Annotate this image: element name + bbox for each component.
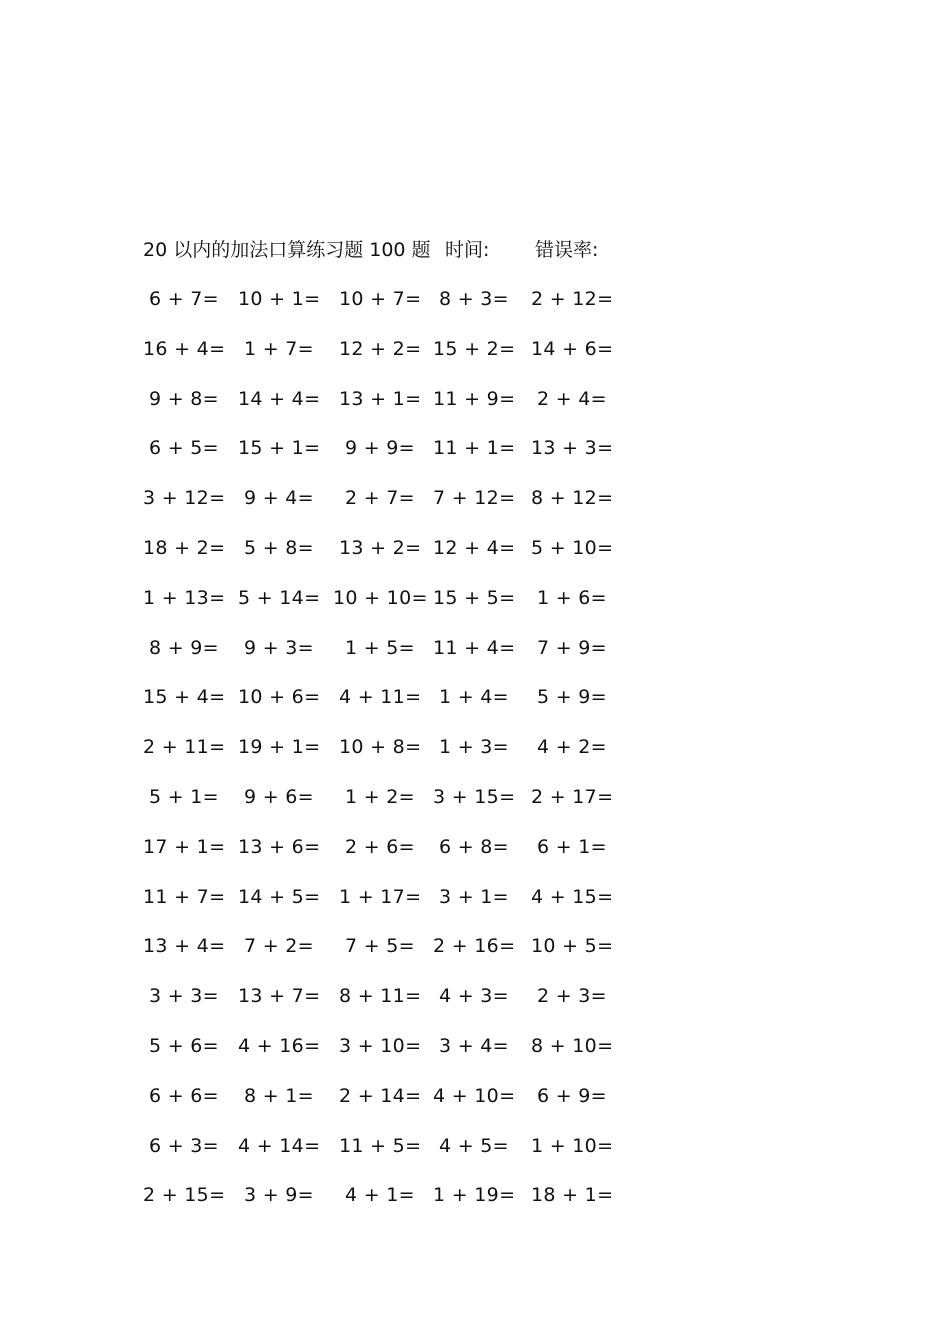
problem-cell: 10 + 8= xyxy=(339,736,422,759)
problem-cell: 3 + 3= xyxy=(149,985,219,1008)
problem-row xyxy=(0,334,950,364)
problem-row xyxy=(0,882,950,912)
problem-cell: 9 + 3= xyxy=(244,636,314,659)
problem-cell: 14 + 5= xyxy=(238,885,321,908)
problem-cell: 2 + 15= xyxy=(143,1184,226,1207)
problem-row xyxy=(0,1081,950,1111)
problem-cell: 11 + 1= xyxy=(433,437,516,460)
problem-row xyxy=(0,931,950,961)
problem-cell: 2 + 4= xyxy=(537,387,607,410)
problem-row xyxy=(0,732,950,762)
problem-cell: 13 + 4= xyxy=(143,935,226,958)
problem-row xyxy=(0,682,950,712)
problem-cell: 1 + 17= xyxy=(339,885,422,908)
problem-cell: 8 + 11= xyxy=(339,985,422,1008)
problem-cell: 13 + 7= xyxy=(238,985,321,1008)
problem-cell: 3 + 12= xyxy=(143,487,226,510)
problem-cell: 1 + 6= xyxy=(537,586,607,609)
problem-cell: 10 + 7= xyxy=(339,288,422,310)
problem-cell: 13 + 2= xyxy=(339,537,422,559)
problem-cell: 13 + 3= xyxy=(531,437,614,460)
problem-cell: 3 + 9= xyxy=(244,1184,314,1207)
problem-cell: 13 + 1= xyxy=(339,387,422,410)
problem-cell: 7 + 9= xyxy=(537,636,607,659)
problem-cell: 6 + 7= xyxy=(149,288,219,310)
problem-cell: 4 + 2= xyxy=(537,736,607,759)
problem-cell: 11 + 5= xyxy=(339,1134,422,1157)
problem-cell: 15 + 5= xyxy=(433,586,516,609)
problem-cell: 18 + 1= xyxy=(531,1184,614,1207)
problem-cell: 9 + 9= xyxy=(345,437,415,460)
problem-cell: 6 + 8= xyxy=(439,835,509,858)
problem-cell: 17 + 1= xyxy=(143,835,226,858)
problem-cell: 9 + 8= xyxy=(149,387,219,410)
problem-cell: 10 + 1= xyxy=(238,288,321,310)
problem-cell: 12 + 4= xyxy=(433,537,516,559)
problem-cell: 4 + 5= xyxy=(439,1134,509,1157)
problem-cell: 4 + 3= xyxy=(439,985,509,1008)
problem-row xyxy=(0,483,950,513)
problem-row xyxy=(0,1180,950,1210)
problem-cell: 2 + 6= xyxy=(345,835,415,858)
problem-cell: 5 + 9= xyxy=(537,686,607,709)
problem-cell: 14 + 4= xyxy=(238,387,321,410)
problem-row xyxy=(0,981,950,1011)
problem-cell: 1 + 7= xyxy=(244,337,314,360)
problem-cell: 7 + 2= xyxy=(244,935,314,958)
problem-row xyxy=(0,832,950,862)
problem-cell: 7 + 5= xyxy=(345,935,415,958)
problem-row xyxy=(0,1031,950,1061)
problem-cell: 5 + 1= xyxy=(149,786,219,808)
problem-cell: 6 + 6= xyxy=(149,1084,219,1107)
problem-cell: 1 + 10= xyxy=(531,1134,614,1157)
problem-cell: 10 + 5= xyxy=(531,935,614,958)
problem-cell: 8 + 9= xyxy=(149,636,219,659)
problem-cell: 8 + 10= xyxy=(531,1035,614,1057)
problem-cell: 11 + 4= xyxy=(433,636,516,659)
problem-cell: 1 + 2= xyxy=(345,786,415,808)
problem-cell: 11 + 7= xyxy=(143,885,226,908)
problem-row xyxy=(0,782,950,812)
problem-row xyxy=(0,533,950,563)
problem-cell: 6 + 3= xyxy=(149,1134,219,1157)
problem-cell: 10 + 10= xyxy=(333,586,428,609)
problem-cell: 4 + 11= xyxy=(339,686,422,709)
problem-cell: 11 + 9= xyxy=(433,387,516,410)
problem-cell: 6 + 9= xyxy=(537,1084,607,1107)
problem-cell: 15 + 4= xyxy=(143,686,226,709)
problem-cell: 4 + 16= xyxy=(238,1035,321,1057)
problem-cell: 15 + 2= xyxy=(433,337,516,360)
problem-row xyxy=(0,284,950,314)
problem-cell: 13 + 6= xyxy=(238,835,321,858)
problem-cell: 6 + 5= xyxy=(149,437,219,460)
problem-cell: 1 + 3= xyxy=(439,736,509,759)
problem-cell: 15 + 1= xyxy=(238,437,321,460)
problem-cell: 19 + 1= xyxy=(238,736,321,759)
problem-cell: 7 + 12= xyxy=(433,487,516,510)
problem-cell: 8 + 3= xyxy=(439,288,509,310)
problem-cell: 3 + 15= xyxy=(433,786,516,808)
problem-cell: 18 + 2= xyxy=(143,537,226,559)
problem-cell: 6 + 1= xyxy=(537,835,607,858)
problem-cell: 2 + 12= xyxy=(531,288,614,310)
problem-cell: 16 + 4= xyxy=(143,337,226,360)
problem-cell: 1 + 4= xyxy=(439,686,509,709)
problem-cell: 5 + 8= xyxy=(244,537,314,559)
problem-row xyxy=(0,433,950,463)
problem-cell: 4 + 1= xyxy=(345,1184,415,1207)
problem-cell: 2 + 16= xyxy=(433,935,516,958)
problem-cell: 2 + 14= xyxy=(339,1084,422,1107)
time-label: 时间: xyxy=(445,239,490,261)
problem-row xyxy=(0,583,950,613)
problem-row xyxy=(0,633,950,663)
problem-cell: 12 + 2= xyxy=(339,337,422,360)
problem-cell: 1 + 5= xyxy=(345,636,415,659)
problem-cell: 1 + 19= xyxy=(433,1184,516,1207)
problem-cell: 10 + 6= xyxy=(238,686,321,709)
problem-cell: 2 + 17= xyxy=(531,786,614,808)
problem-cell: 4 + 10= xyxy=(433,1084,516,1107)
problem-cell: 4 + 14= xyxy=(238,1134,321,1157)
problem-cell: 1 + 13= xyxy=(143,586,226,609)
problem-cell: 2 + 3= xyxy=(537,985,607,1008)
worksheet-title: 20 以内的加法口算练习题 100 题 xyxy=(143,239,431,261)
problem-cell: 4 + 15= xyxy=(531,885,614,908)
problem-row xyxy=(0,1131,950,1161)
problem-cell: 2 + 7= xyxy=(345,487,415,510)
problem-cell: 5 + 10= xyxy=(531,537,614,559)
problem-cell: 3 + 10= xyxy=(339,1035,422,1057)
problem-cell: 5 + 14= xyxy=(238,586,321,609)
problem-cell: 2 + 11= xyxy=(143,736,226,759)
problem-row xyxy=(0,384,950,414)
problem-cell: 14 + 6= xyxy=(531,337,614,360)
problem-cell: 3 + 4= xyxy=(439,1035,509,1057)
problem-cell: 3 + 1= xyxy=(439,885,509,908)
problem-cell: 9 + 6= xyxy=(244,786,314,808)
problem-cell: 9 + 4= xyxy=(244,487,314,510)
problem-cell: 8 + 12= xyxy=(531,487,614,510)
problem-cell: 5 + 6= xyxy=(149,1035,219,1057)
error-rate-label: 错误率: xyxy=(535,239,599,261)
problem-cell: 8 + 1= xyxy=(244,1084,314,1107)
